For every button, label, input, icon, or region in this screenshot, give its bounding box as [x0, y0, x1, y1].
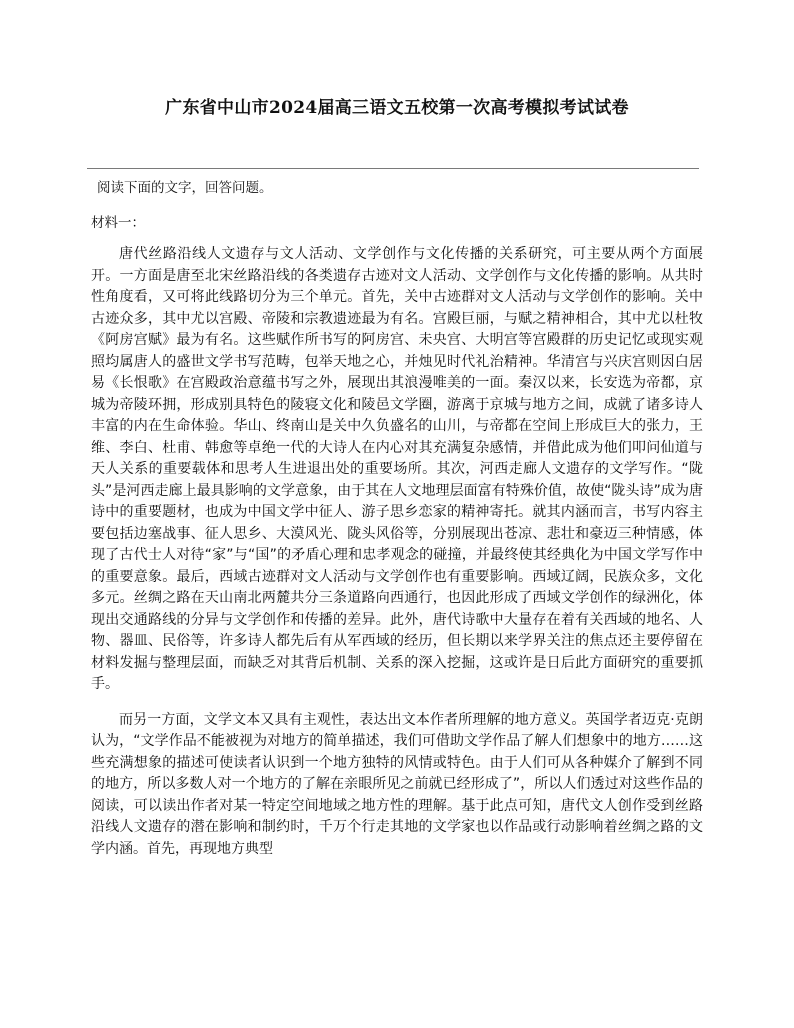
horizontal-rule [87, 168, 699, 169]
paragraph: 唐代丝路沿线人文遗存与文人活动、文学创作与文化传播的关系研究，可主要从两个方面展开。一方面是唐至北宋丝路沿线的各类遗存古迹对文人活动、文学创作与文化传播的影响。从共时性角度看，又可将此线路切分为三个单元。首先，关中古迹群对文人活动与文学创作的影响。关中古迹众多，其中尤以宫殿、帝陵和宗教遗迹最为有名。宫殿巨丽，与赋之精神相合，其中尤以杜牧《阿房宫赋》最为有名。这些赋作所书写的阿房宫、未央宫、大明宫等宫殿群的历史记忆或现实观照均属唐人的盛世文学书写范畴，包举天地之心，并烛见时代礼治精神。华清宫与兴庆宫则因白居易《长恨歌》在宫殿政治意蕴书写之外，展现出其浪漫唯美的一面。秦汉以来，长安选为帝都，京城为帝陵环拥，形成别具特色的陵寝文化和陵邑文学圈，游离于京城与地方之间，成就了诸多诗人丰富的内在生命体验。华山、终南山是关中久负盛名的山川，与帝都在空间上形成巨大的张力，王维、李白、杜甫、韩愈等卓绝一代的大诗人在内心对其充满复杂感情，并借此成为他们叩问仙道与天人关系的重要载体和思考人生进退出处的重要场所。其次，河西走廊人文遗存的文学写作。“陇头”是河西走廊上最具影响的文学意象，由于其在人文地理层面富有特殊价值，故使“陇头诗”成为唐诗中的重要题材，也成为中国文学中征人、游子思乡恋家的精神寄托。就其内涵而言，书写内容主要包括边塞战事、征人思乡、大漠风光、陇头风俗等，分别展现出苍凉、悲壮和豪迈三种情感，体现了古代士人对待“家”与“国”的矛盾心理和忠孝观念的碰撞，并最终使其经典化为中国文学写作中的重要意象。最后，西域古迹群对文人活动与文学创作也有重要影响。西域辽阔，民族众多，文化多元。丝绸之路在天山南北两麓共分三条道路向西通行，也因此形成了西域文学创作的绿洲化，体现出交通路线的分异与文学创作和传播的差异。此外，唐代诗歌中大量存在着有关西域的地名、人物、器皿、民俗等，许多诗人都先后有从军西域的经历，但长期以来学界关注的焦点还主要停留在材料发掘与整理层面，而缺乏对其背后机制、关系的深入挖掘，这或许是日后此方面研究的重要抓手。 [91, 246, 703, 692]
paragraph: 而另一方面，文学文本又具有主观性，表达出文本作者所理解的地方意义。英国学者迈克·克朗认为，“文学作品不能被视为对地方的简单描述，我们可借助文学作品了解人们想象中的地方……这些充满想象的描述可使读者认识到一个地方独特的风情或特色。由于人们可从各种媒介了解到不同的地方，所以多数人对一个地方的了解在亲眼所见之前就已经形成了”，所以人们透过对这些作品的阅读，可以读出作者对某一特定空间地域之地方性的理解。基于此点可知，唐代文人创作受到丝路沿线人文遗存的潜在影响和制约时，千万个行走其地的文学家也以作品或行动影响着丝绸之路的文学内涵。首先，再现地方典型 [91, 711, 703, 857]
instruction-text: 阅读下面的文字，回答问题。 [97, 180, 273, 196]
material-label: 材料一： [91, 215, 145, 231]
page-title: 广东省中山市2024届高三语文五校第一次高考模拟考试试卷 [165, 98, 629, 118]
article-body [91, 244, 703, 874]
